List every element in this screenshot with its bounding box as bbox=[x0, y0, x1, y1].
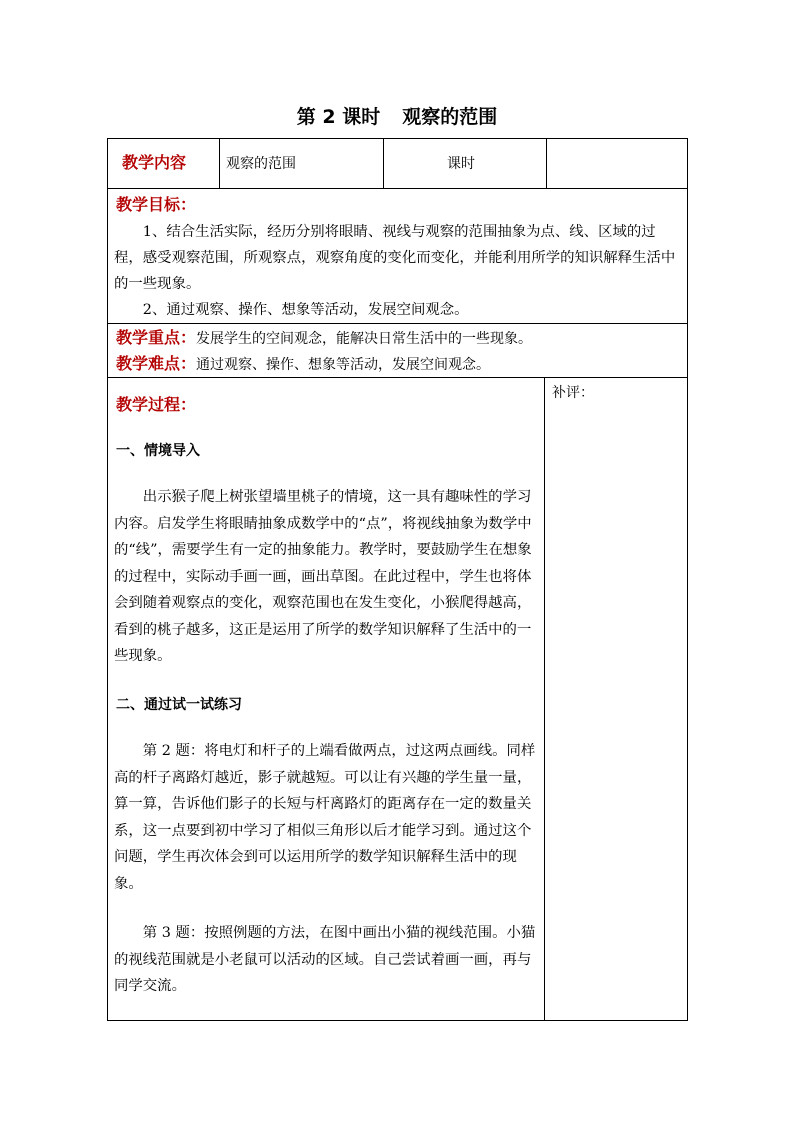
difficult-points-label: 教学难点： bbox=[116, 354, 197, 373]
table-border-top bbox=[107, 138, 688, 139]
table-divider-row2 bbox=[107, 323, 688, 324]
process-label: 教学过程： bbox=[116, 395, 197, 414]
comments-col-divider bbox=[544, 377, 545, 1020]
header-col-divider-3 bbox=[546, 138, 547, 188]
objective-item-1: 1、结合生活实际，经历分别将眼睛、视线与观察的范围抽象为点、线、区域的过程，感受观察范围，所观察点，观察角度的变化而变化，并能利用所学的知识解释生活中的一些现象。 bbox=[114, 224, 676, 292]
content-label: 教学内容 bbox=[122, 153, 187, 172]
difficult-points-row bbox=[116, 351, 676, 378]
difficult-points-text: 通过观察、操作、想象等活动，发展空间观念。 bbox=[196, 357, 491, 373]
section2-para2: 第 3 题：按照例题的方法，在图中画出小猫的视线范围。小猫的视线范围就是小老鼠可以活动的区域。自己尝试着画一画，再与同学交流。 bbox=[114, 925, 536, 994]
title-lesson: 第 2 课时 bbox=[296, 106, 381, 128]
key-points-label: 教学重点： bbox=[116, 328, 197, 347]
header-col-divider-2 bbox=[383, 138, 384, 188]
header-col-divider-1 bbox=[219, 138, 220, 188]
objectives-label: 教学目标： bbox=[116, 195, 197, 214]
title-topic: 观察的范围 bbox=[402, 106, 498, 128]
table-border-left bbox=[107, 138, 108, 1021]
comments-label: 补评： bbox=[552, 385, 594, 401]
page-title bbox=[0, 104, 794, 130]
key-points-text: 发展学生的空间观念，能解决日常生活中的一些现象。 bbox=[196, 331, 533, 347]
key-points-row bbox=[116, 325, 676, 352]
table-divider-row1 bbox=[107, 188, 688, 189]
section1-heading: 一、情境导入 bbox=[116, 443, 200, 459]
section2-para1: 第 2 题：将电灯和杆子的上端看做两点，过这两点画线。同样高的杆子离路灯越近，影子就越短。可以让有兴趣的学生量一量，算一算，告诉他们影子的长短与杆离路灯的距离存在一定的数量关系，这一点要到初中学习了相似三角形以后才能学习到。通过这个问题，学生再次体会到可以运用所学的数学知识解释生活中的现象。 bbox=[114, 743, 536, 892]
section1-text: 出示猴子爬上树张望墙里桃子的情境，这一具有趣味性的学习内容。启发学生将眼睛抽象成数学中的“点”，将视线抽象为数学中的“线”，需要学生有一定的抽象能力。教学时，要鼓励学生在想象的过程中，实际动手画一画，画出草图。在此过程中，学生也将体会到随着观察点的变化，观察范围也在发生变化，小猴爬得越高，看到的桃子越多，这正是运用了所学的数学知识解释了生活中的一些现象。 bbox=[114, 489, 532, 664]
table-border-right bbox=[687, 138, 688, 1021]
content-value: 观察的范围 bbox=[226, 156, 296, 172]
objective-item-2: 2、通过观察、操作、想象等活动，发展空间观念。 bbox=[142, 302, 469, 318]
table-border-bottom bbox=[107, 1020, 688, 1021]
section2-heading: 二、通过试一试练习 bbox=[116, 697, 242, 713]
hours-label: 课时 bbox=[447, 156, 475, 172]
